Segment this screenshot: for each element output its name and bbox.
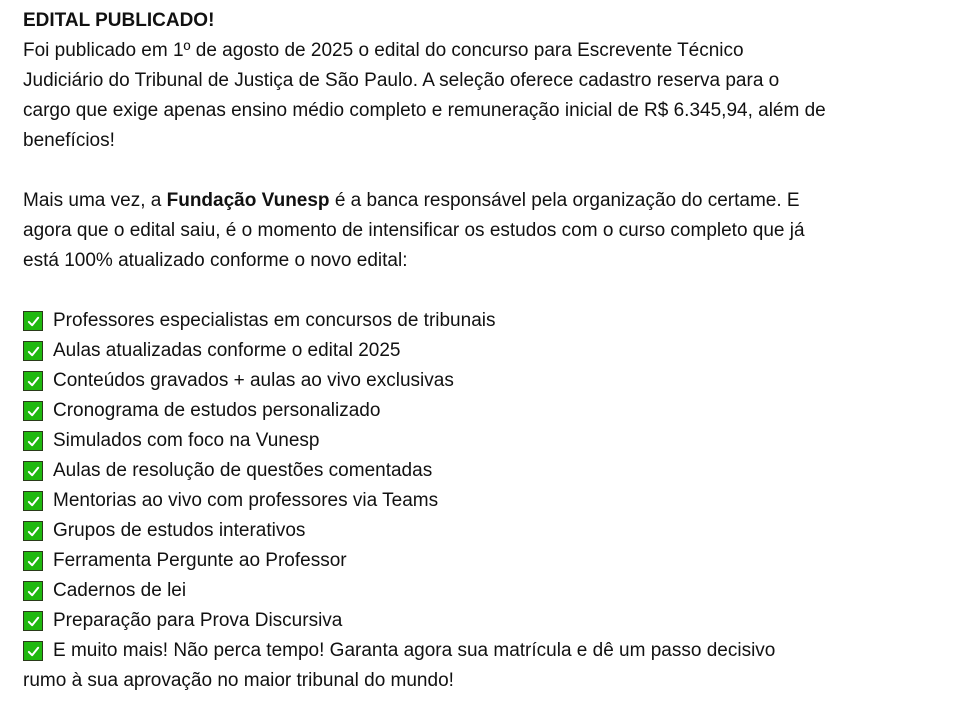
- checklist-item-label: Ferramenta Pergunte ao Professor: [53, 550, 347, 571]
- paragraph-line: [23, 186, 975, 216]
- checklist-item-label: E muito mais! Não perca tempo! Garanta agora sua matrícula e dê um passo decisivo: [53, 640, 776, 661]
- check-mark-icon: [23, 551, 43, 571]
- check-mark-icon: [23, 341, 43, 361]
- checklist-item-label: Conteúdos gravados + aulas ao vivo exclusivas: [53, 370, 454, 391]
- checklist-item: [23, 306, 975, 336]
- check-mark-icon: [23, 521, 43, 541]
- checklist-item: [23, 426, 975, 456]
- check-mark-icon: [23, 491, 43, 511]
- banca-paragraph: [23, 186, 975, 276]
- check-mark-icon: [23, 611, 43, 631]
- checklist-item: [23, 576, 975, 606]
- checklist-item: [23, 606, 975, 636]
- checklist-item-label: Cadernos de lei: [53, 580, 187, 601]
- check-mark-icon: [23, 401, 43, 421]
- checklist-item: [23, 456, 975, 486]
- paragraph-line: Judiciário do Tribunal de Justiça de São Paulo. A seleção oferece cadastro reserva para o: [23, 70, 780, 91]
- checklist-item: [23, 546, 975, 576]
- checklist-item: [23, 396, 975, 426]
- post-title: EDITAL PUBLICADO!: [23, 10, 215, 31]
- paragraph-line: cargo que exige apenas ensino médio completo e remuneração inicial de R$ 6.345,94, além de: [23, 100, 826, 121]
- check-mark-icon: [23, 581, 43, 601]
- paragraph-line: agora que o edital saiu, é o momento de intensificar os estudos com o curso completo que já: [23, 220, 805, 241]
- check-mark-icon: [23, 431, 43, 451]
- checklist-item: [23, 636, 975, 666]
- checklist-item: [23, 516, 975, 546]
- intro-paragraph: [23, 36, 975, 156]
- text: é a banca responsável pela organização do certame. E: [329, 190, 800, 211]
- checklist-item-label: Aulas atualizadas conforme o edital 2025: [53, 340, 401, 361]
- checklist-item-label: Simulados com foco na Vunesp: [53, 430, 320, 451]
- checklist-item-label: Professores especialistas em concursos de tribunais: [53, 310, 496, 331]
- checklist-item: [23, 336, 975, 366]
- checklist-item-label: Aulas de resolução de questões comentadas: [53, 460, 433, 481]
- paragraph-line: está 100% atualizado conforme o novo edital:: [23, 250, 408, 271]
- benefits-checklist: [23, 306, 975, 666]
- closing-continuation: rumo à sua aprovação no maior tribunal do mundo!: [23, 670, 454, 691]
- checklist-item: [23, 366, 975, 396]
- checklist-item: [23, 486, 975, 516]
- check-mark-icon: [23, 371, 43, 391]
- check-mark-icon: [23, 461, 43, 481]
- banca-name: Fundação Vunesp: [166, 190, 330, 211]
- check-mark-icon: [23, 311, 43, 331]
- paragraph-line: Foi publicado em 1º de agosto de 2025 o edital do concurso para Escrevente Técnico: [23, 40, 744, 61]
- checklist-item-label: Cronograma de estudos personalizado: [53, 400, 381, 421]
- checklist-item-label: Preparação para Prova Discursiva: [53, 610, 343, 631]
- text: Mais uma vez, a: [23, 190, 167, 211]
- checklist-item-label: Grupos de estudos interativos: [53, 520, 306, 541]
- check-mark-icon: [23, 641, 43, 661]
- checklist-item-label: Mentorias ao vivo com professores via Teams: [53, 490, 439, 511]
- paragraph-line: benefícios!: [23, 130, 115, 151]
